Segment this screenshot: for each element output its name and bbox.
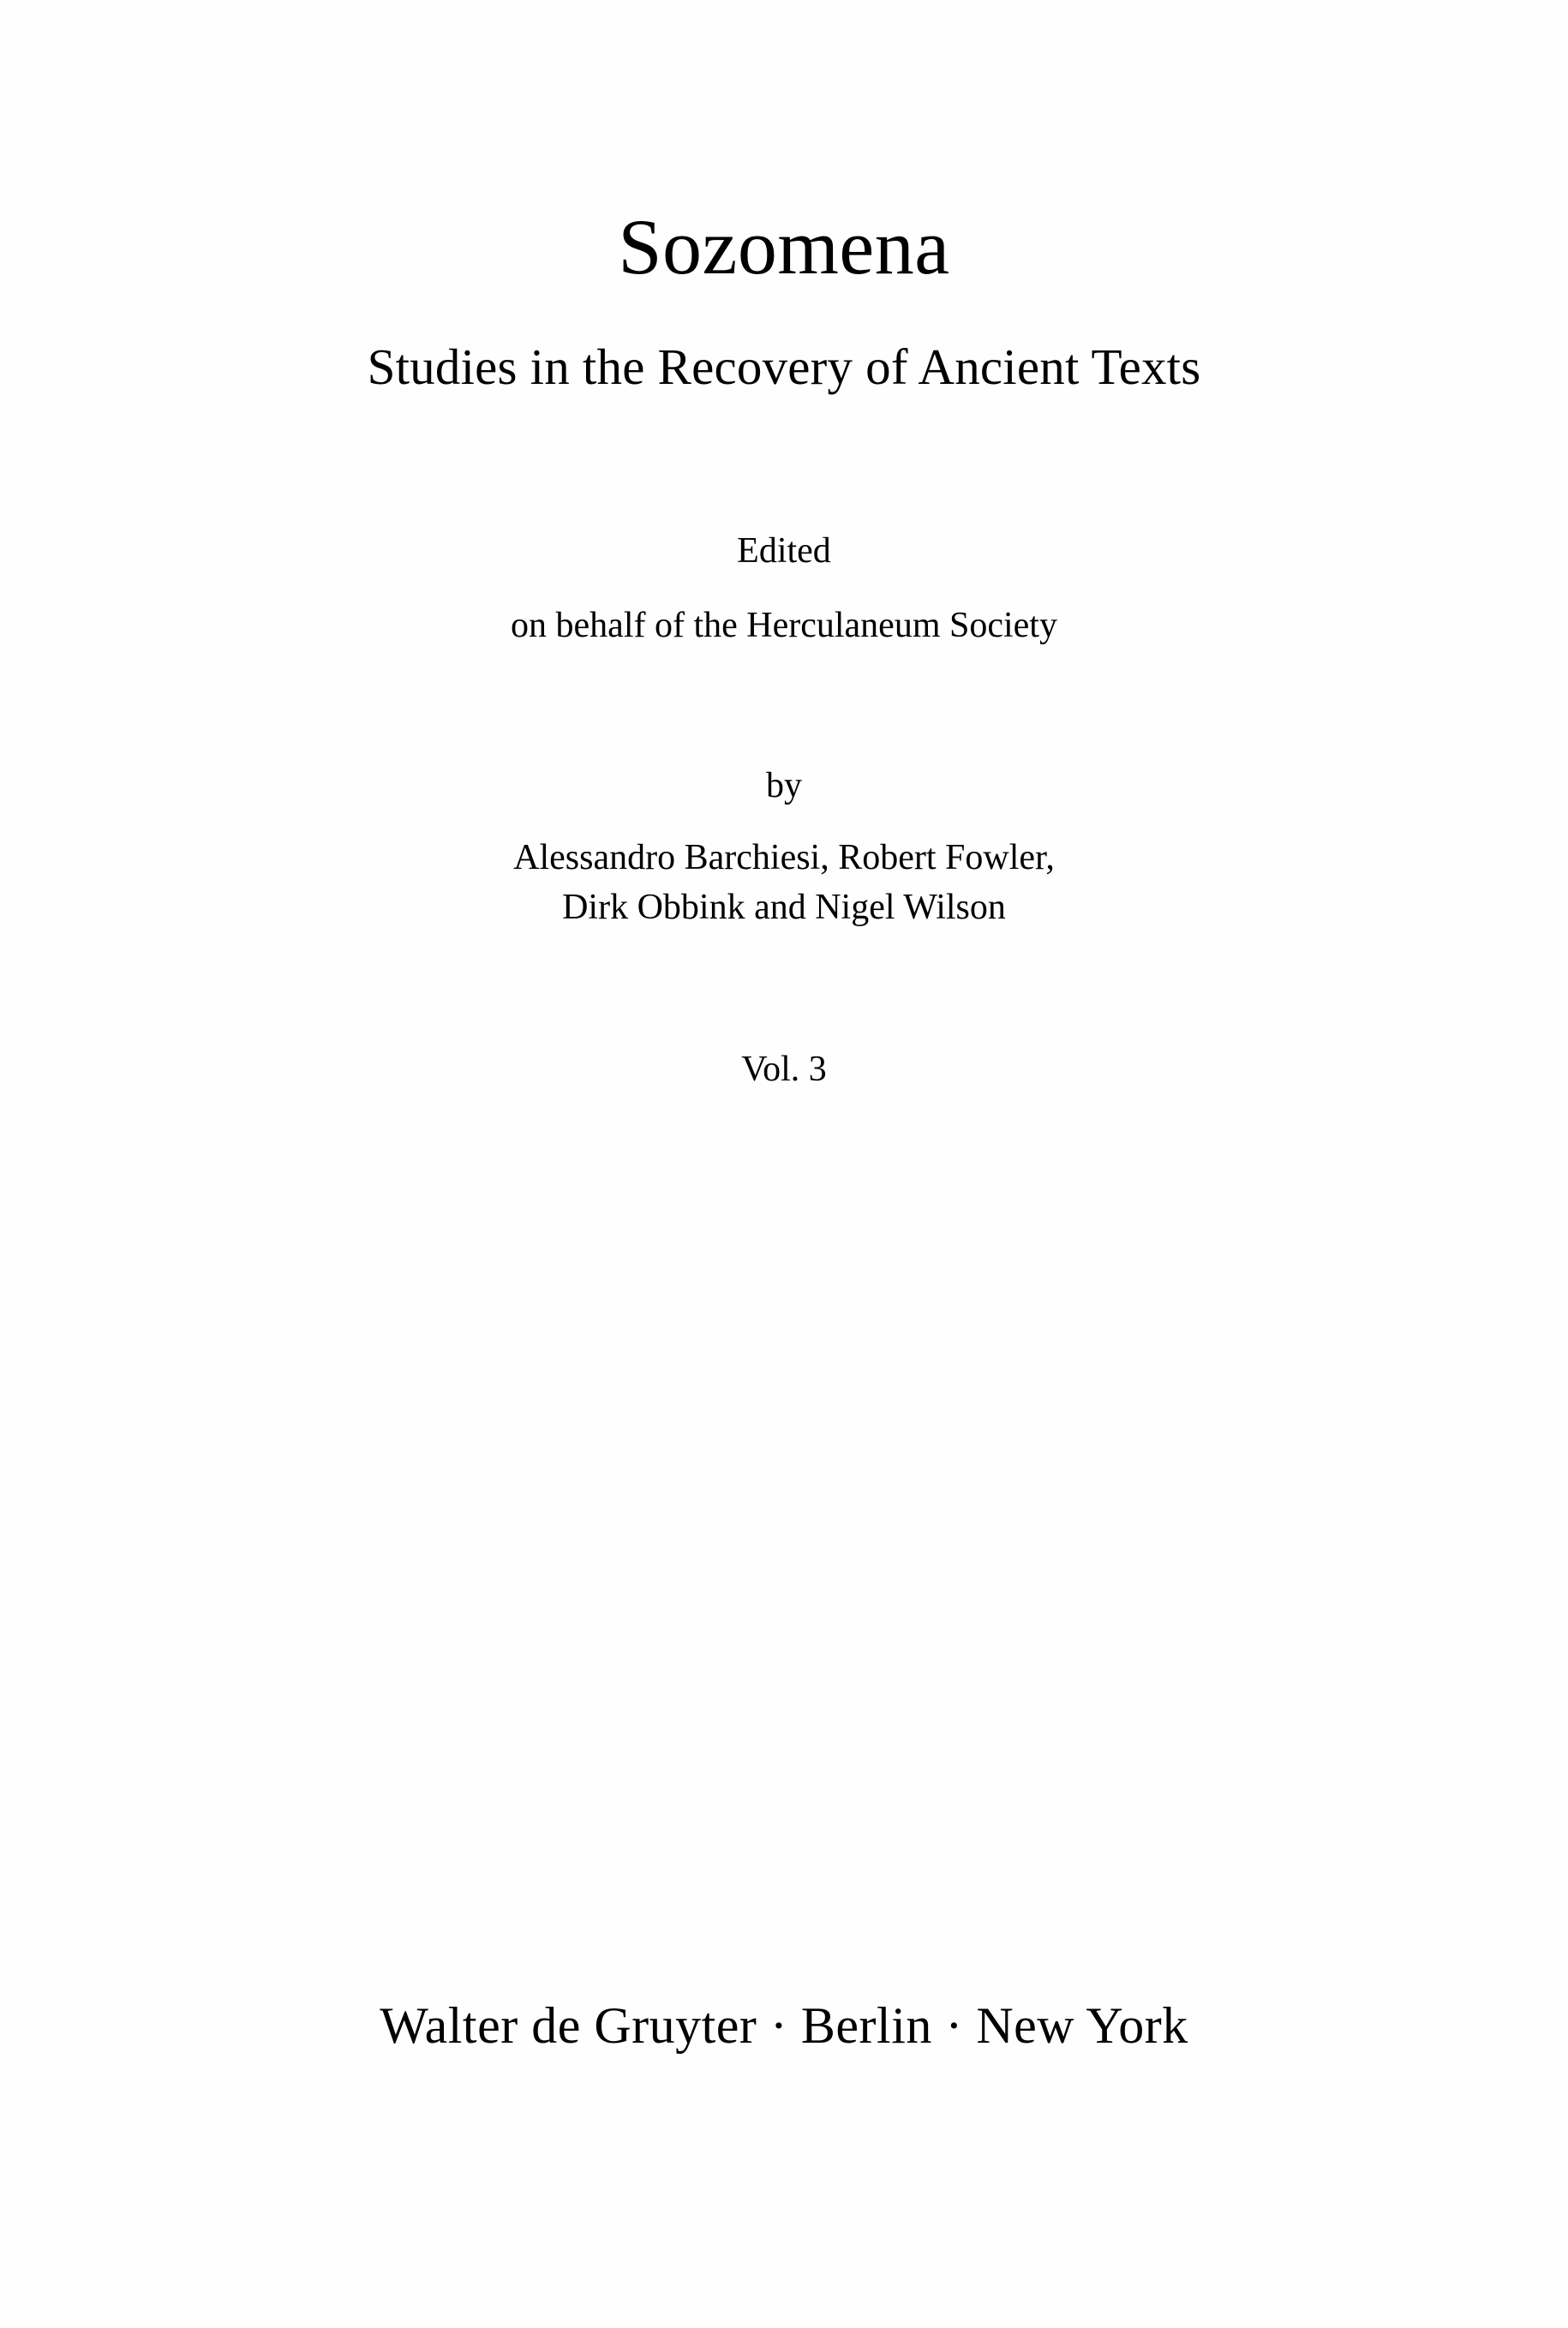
- volume-number: Vol. 3: [741, 1050, 827, 1090]
- editors-line-2: Dirk Obbink and Nigel Wilson: [562, 888, 1006, 928]
- by-block: [0, 759, 1568, 933]
- edited-block: [0, 524, 1568, 653]
- series-title: Sozomena: [618, 203, 950, 290]
- series-subtitle: Studies in the Recovery of Ancient Texts: [367, 338, 1201, 395]
- edited-on-behalf-text: on behalf of the Herculaneum Society: [511, 606, 1057, 646]
- editors-line-1: Alessandro Barchiesi, Robert Fowler,: [513, 838, 1055, 878]
- edited-label: Edited: [737, 531, 831, 572]
- by-label: by: [766, 766, 802, 806]
- title-page-content: [0, 0, 1568, 1097]
- publisher-imprint: Walter de Gruyter · Berlin · New York: [380, 1997, 1188, 2054]
